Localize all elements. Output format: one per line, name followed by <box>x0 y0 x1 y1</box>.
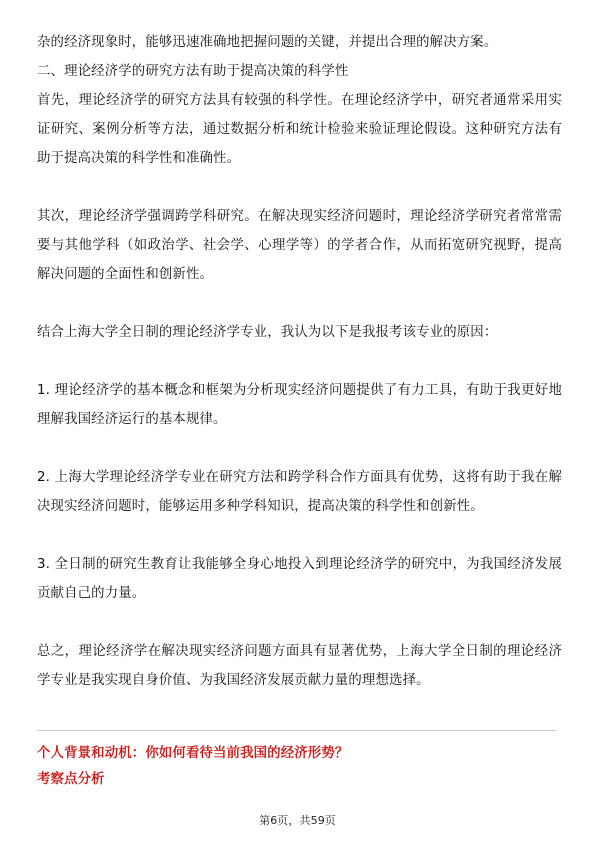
analysis-label: 考察点分析 <box>37 772 105 787</box>
reason-item-3: 3. 全日制的研究生教育让我能够全身心地投入到理论经济学的研究中，为我国经济发展贡献自己的力量。 <box>37 557 562 601</box>
paragraph-first: 首先，理论经济学的研究方法具有较强的科学性。在理论经济学中，研究者通常采用实证研究、案例分析等方法，通过数据分析和统计检验来验证理论假设。这种研究方法有助于提高决策的科学性和准确性。 <box>37 93 562 166</box>
page-footer: 第6页，共59页 <box>259 814 336 827</box>
section-divider <box>37 730 557 731</box>
reason-item-2: 2. 上海大学理论经济学专业在研究方法和跨学科合作方面具有优势，这将有助于我在解决现实经济问题时，能够运用多种学科知识，提高决策的科学性和创新性。 <box>37 470 562 514</box>
paragraph-reasons-intro: 结合上海大学全日制的理论经济学专业，我认为以下是我报考该专业的原因： <box>37 325 498 340</box>
section-heading-2: 二、理论经济学的研究方法有助于提高决策的科学性 <box>37 64 349 79</box>
reason-item-1: 1. 理论经济学的基本概念和框架为分析现实经济问题提供了有力工具，有助于我更好地理解我国经济运行的基本规律。 <box>37 383 562 427</box>
paragraph-conclusion: 总之，理论经济学在解决现实经济问题方面具有显著优势，上海大学全日制的理论经济学专业是我实现自身价值、为我国经济发展贡献力量的理想选择。 <box>37 644 562 688</box>
interview-question: 个人背景和动机：你如何看待当前我国的经济形势？ <box>37 746 349 761</box>
paragraph-second: 其次，理论经济学强调跨学科研究。在解决现实经济问题时，理论经济学研究者常常需要与其他学科（如政治学、社会学、心理学等）的学者合作，从而拓宽研究视野，提高解决问题的全面性和创新性。 <box>37 209 562 282</box>
document-body <box>37 28 562 695</box>
paragraph-continuation: 杂的经济现象时，能够迅速准确地把握问题的关键，并提出合理的解决方案。 <box>37 35 498 50</box>
